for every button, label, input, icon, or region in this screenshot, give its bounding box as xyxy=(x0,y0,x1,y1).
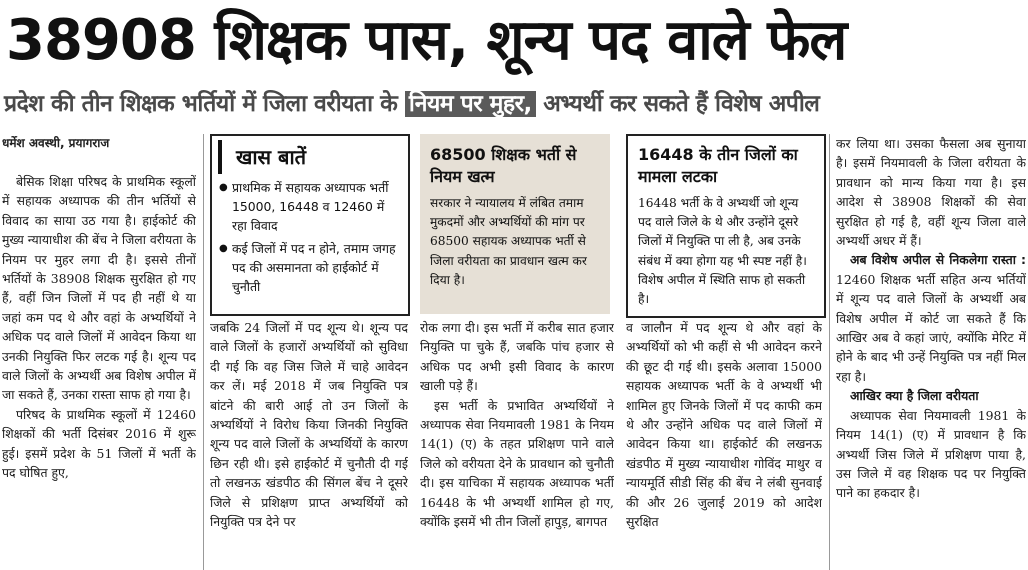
article-column-1 xyxy=(2,172,196,570)
article-column-4 xyxy=(626,318,822,570)
key-point-item: ● कई जिलों में पद न होने, तमाम जगह पद की असमानता को हाईकोर्ट में चुनौती xyxy=(232,239,400,296)
key-points-box xyxy=(210,134,410,316)
box-16448-body: 16448 भर्ती के वे अभ्यर्थी जो शून्य पद वाले जिले के थे और उन्होंने दूसरे जिलों में नियुक्ति पा ली है, अब उनके संबंध में क्या होगा यह भी स्पष्ट नहीं है। विशेष अपील में स्थिति साफ हो सकती है। xyxy=(638,196,807,307)
subheadline-pre: प्रदेश की तीन शिक्षक भर्तियों में जिला वरीयता के xyxy=(4,91,398,117)
box-68500 xyxy=(420,134,610,314)
headline: 38908 शिक्षक पास, शून्य पद वाले फेल xyxy=(6,8,847,73)
subheadline-highlight: नियम पर मुहर, xyxy=(405,91,536,117)
key-points-title: खास बातें xyxy=(218,140,402,174)
subsection-2-heading: आखिर क्या है जिला वरीयता xyxy=(850,388,979,404)
column5-subsection-1 xyxy=(836,250,1026,386)
subsection-1-heading: अब विशेष अपील से निकलेगा रास्ता : xyxy=(850,252,1026,268)
subheadline xyxy=(4,86,1024,122)
column5-subsection-2-body: अध्यापक सेवा नियमावली 1981 के नियम 14(1) (ए) में प्रावधान है कि अभ्यर्थी जिस जिले में प्रशिक्षण पाया है, उस जिले में वह शिक्षक पद पर नियुक्ति पाने का हकदार है। xyxy=(836,407,1026,501)
key-point-item: ● प्राथमिक में सहायक अध्यापक भर्ती 15000, 16448 व 12460 में रहा विवाद xyxy=(232,178,400,235)
box-68500-body: सरकार ने न्यायालय में लंबित तमाम मुकदमों और अभ्यर्थियों की मांग पर 68500 सहायक अध्यापक भर्ती से जिला वरीयता का प्रावधान खत्म कर दिया है। xyxy=(430,196,587,287)
column-rule xyxy=(203,134,204,570)
box-16448-title: 16448 के तीन जिलों का मामला लटका xyxy=(638,145,798,186)
column4-paragraph-1: व जालौन में पद शून्य थे और वहां के अभ्यर्थियों को भी कहीं से भी आवेदन करने की छूट दी गई थी। इसके अलावा 15000 सहायक अध्यापक भर्ती के वे अभ्यर्थी भी शामिल हुए जिनके जिलों में पद काफी कम थे और उन्होंने अधिक पद वाले जिलों में आवेदन किया था। हाईकोर्ट की लखनऊ खंडपीठ में मुख्य न्यायाधीश गोविंद माथुर व न्यायमूर्ति सीडी सिंह की बेंच ने लंबी सुनवाई की और 26 जुलाई 2019 को आदेश सुरक्षित xyxy=(626,320,822,530)
column5-paragraph-1: कर लिया था। उसका फैसला अब सुनाया है। इसमें नियमावली के जिला वरीयता के प्रावधान को मान्य किया गया है। इस आदेश से 38908 शिक्षकों की सेवा सुरक्षित हो गई है, वहीं शून्य जिला वाले अभ्यर्थी अधर में हैं। xyxy=(836,136,1026,249)
article-column-2 xyxy=(210,318,408,570)
column3-paragraph-1: रोक लगा दी। इस भर्ती में करीब सात हजार नियुक्ति पा चुके हैं, जबकि पांच हजार से अधिक पद अभी इसी विवाद के कारण खाली पड़े हैं। xyxy=(420,320,614,394)
article-column-5 xyxy=(836,134,1026,570)
column2-paragraph-1: जबकि 24 जिलों में पद शून्य थे। शून्य पद वाले जिलों के हजारों अभ्यर्थियों को सुविधा दी गई कि वह जिस जिले में चाहे आवेदन कर लें। मई 2018 में जब नियुक्ति पत्र बांटने की बारी आई तो उन जिलों के अभ्यर्थियों ने विरोध किया जिनकी नियुक्ति शून्य पद वाले जिलों के अभ्यर्थियों के कारण छिन रही थी। इसे हाईकोर्ट में चुनौती दी गई तो लखनऊ खंडपीठ की सिंगल बेंच ने दूसरे जिले से प्रशिक्षण प्राप्त अभ्यर्थियों को नियुक्ति पत्र देने पर xyxy=(210,320,408,530)
box-16448 xyxy=(626,134,826,318)
article-column-3 xyxy=(420,318,614,570)
byline: धर्मेश अवस्थी, प्रयागराज xyxy=(2,136,110,150)
subheadline-post: अभ्यर्थी कर सकते हैं विशेष अपील xyxy=(543,91,820,117)
column-rule xyxy=(829,134,830,570)
column3-paragraph-2: इस भर्ती के प्रभावित अभ्यर्थियों ने अध्यापक सेवा नियमावली 1981 के नियम 14(1) (ए) के तहत प्रशिक्षण पाने वाले जिले को वरीयता देने के प्रावधान को चुनौती दी। इस याचिका में सहायक अध्यापक भर्ती 16448 के भी अभ्यर्थी शामिल हो गए, क्योंकि इसमें भी तीन जिलों हापुड़, बागपत xyxy=(420,397,614,530)
box-68500-title: 68500 शिक्षक भर्ती से नियम खत्म xyxy=(430,145,577,186)
column5-subsection-2-heading xyxy=(836,386,1026,405)
column1-paragraph-1: बेसिक शिक्षा परिषद के प्राथमिक स्कूलों में सहायक अध्यापक की तीन भर्तियों से विवाद का साया उठ गया है। हाईकोर्ट की मुख्य न्यायाधीश की बेंच ने जिला वरीयता के नियम पर मुहर लगा दी है। इससे तीनों भर्तियों के 38908 शिक्षक सुरक्षित हो गए हैं, वहीं जिन जिलों में पद ही नहीं थे या जहां कम पद थे और वहां के अभ्यर्थियों ने अधिक पद वाले जिलों में आवेदन किया था उनकी नियुक्ति फिर लटक गई है। शून्य पद वाले जिलों के अभ्यर्थी अब विशेष अपील में जा सकते हैं, उनका रास्ता साफ हो गया है। xyxy=(2,174,196,403)
subsection-1-body: 12460 शिक्षक भर्ती सहित अन्य भर्तियों में शून्य पद वाले जिलों के अभ्यर्थी अब विशेष अपील में कोर्ट जा सकते हैं कि आखिर अब वे कहां जाएं, क्योंकि मेरिट में होने के बाद भी उन्हें नियुक्ति पत्र नहीं मिल रहा है। xyxy=(836,271,1026,384)
column1-paragraph-2: परिषद के प्राथमिक स्कूलों में 12460 शिक्षकों की भर्ती दिसंबर 2016 में शुरू हुई। इसमें प्रदेश के 51 जिलों में भर्ती के पद घोषित हुए, xyxy=(2,406,196,481)
key-points-list xyxy=(212,178,408,296)
